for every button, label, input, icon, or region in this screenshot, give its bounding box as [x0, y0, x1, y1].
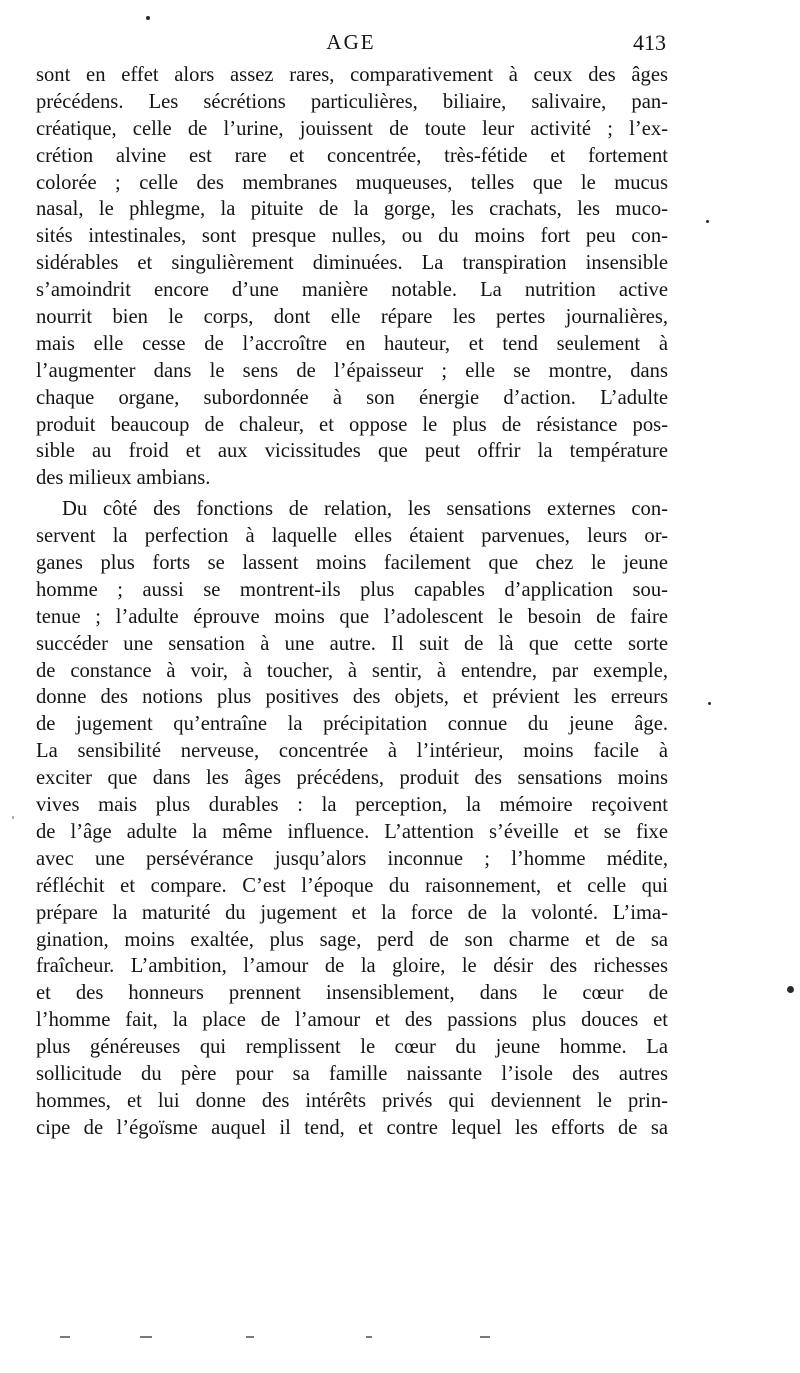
text-line: sible au froid et aux vicissitudes que peut offrir la température — [36, 440, 668, 463]
text-line: succéder une sensation à une autre. Il suit de là que cette sorte — [36, 632, 668, 655]
text-line: sités intestinales, sont presque nulles, ou du moins fort peu con- — [36, 225, 668, 248]
ink-speck — [708, 702, 711, 705]
text-line: La sensibilité nerveuse, concentrée à l’intérieur, moins facile à — [36, 740, 668, 763]
text-line: exciter que dans les âges précédens, produit des sensations moins — [36, 767, 668, 790]
text-line: crétion alvine est rare et concentrée, très-fétide et fortement — [36, 144, 668, 167]
text-line: plus généreuses qui remplissent le cœur du jeune homme. La — [36, 1036, 668, 1059]
text-line: précédens. Les sécrétions particulières, biliaire, salivaire, pan- — [36, 90, 668, 113]
text-line: et des honneurs prennent insensiblement, dans le cœur de — [36, 982, 668, 1005]
text-line: réfléchit et compare. C’est l’époque du raisonnement, et celle qui — [36, 874, 668, 897]
text-line: Du côté des fonctions de relation, les sensations externes con- — [62, 498, 668, 521]
text-line: donne des notions plus positives des objets, et prévient les erreurs — [36, 686, 668, 709]
text-line: sont en effet alors assez rares, comparativement à ceux des âges — [36, 64, 668, 86]
scan-dash — [366, 1336, 372, 1338]
text-line: de jugement qu’entraîne la précipitation connue du jeune âge. — [36, 713, 668, 736]
text-line: l’augmenter dans le sens de l’épaisseur ; elle se montre, dans — [36, 359, 668, 382]
ink-speck — [787, 986, 794, 993]
text-line: de constance à voir, à toucher, à sentir, à entendre, par exemple, — [36, 659, 668, 682]
text-line: sollicitude du père pour sa famille naissante l’isole des autres — [36, 1062, 668, 1085]
text-line: hommes, et lui donne des intérêts privés qui deviennent le prin- — [36, 1089, 668, 1112]
text-line: l’homme fait, la place de l’amour et des passions plus douces et — [36, 1009, 668, 1032]
text-line: ganes plus forts se lassent moins facilement que chez le jeune — [36, 552, 668, 575]
scan-dash — [480, 1336, 490, 1338]
paragraph-2 — [36, 496, 668, 1141]
scan-dash — [60, 1336, 70, 1338]
text-line: nourrit bien le corps, dont elle répare les pertes journalières, — [36, 306, 668, 329]
text-line: créatique, celle de l’urine, jouissent de toute leur activité ; l’ex- — [36, 117, 668, 140]
footer-scan-marks — [60, 1336, 500, 1342]
text-line: prépare la maturité du jugement et la force de la volonté. L’ima- — [36, 901, 668, 924]
text-line: colorée ; celle des membranes muqueuses, telles que le mucus — [36, 171, 668, 194]
text-line: avec une persévérance jusqu’alors inconnue ; l’homme médite, — [36, 847, 668, 870]
text-line: s’amoindrit encore d’une manière notable. La nutrition active — [36, 279, 668, 302]
text-line: cipe de l’égoïsme auquel il tend, et contre lequel les efforts de sa — [36, 1116, 668, 1139]
body-text — [36, 62, 668, 1142]
text-line: tenue ; l’adulte éprouve moins que l’adolescent le besoin de faire — [36, 605, 668, 628]
text-line: sidérables et singulièrement diminuées. La transpiration insensible — [36, 252, 668, 275]
running-head — [36, 30, 666, 64]
text-line: chaque organe, subordonnée à son énergie d’action. L’adulte — [36, 386, 668, 409]
text-line: produit beaucoup de chaleur, et oppose le plus de résistance pos- — [36, 413, 668, 436]
text-line: vives mais plus durables : la perception, la mémoire reçoivent — [36, 794, 668, 817]
scan-dash — [246, 1336, 254, 1338]
text-line: fraîcheur. L’ambition, l’amour de la gloire, le désir des richesses — [36, 955, 668, 978]
text-line: mais elle cesse de l’accroître en hauteur, et tend seulement à — [36, 332, 668, 355]
text-line: de l’âge adulte la même influence. L’attention s’éveille et se fixe — [36, 820, 668, 843]
running-head-title: AGE — [326, 30, 376, 54]
ink-speck — [12, 816, 14, 819]
text-line: gination, moins exaltée, plus sage, perd de son charme et de sa — [36, 928, 668, 951]
paragraph-1 — [36, 62, 668, 492]
ink-speck — [146, 16, 150, 20]
text-line: homme ; aussi se montrent-ils plus capables d’application sou- — [36, 578, 668, 601]
text-line: nasal, le phlegme, la pituite de la gorge, les crachats, les muco- — [36, 198, 668, 221]
text-line: servent la perfection à laquelle elles étaient parvenues, leurs or- — [36, 525, 668, 548]
page-number: 413 — [633, 30, 666, 55]
scan-dash — [140, 1336, 152, 1338]
ink-speck — [706, 220, 709, 223]
text-line: des milieux ambians. — [36, 467, 211, 490]
